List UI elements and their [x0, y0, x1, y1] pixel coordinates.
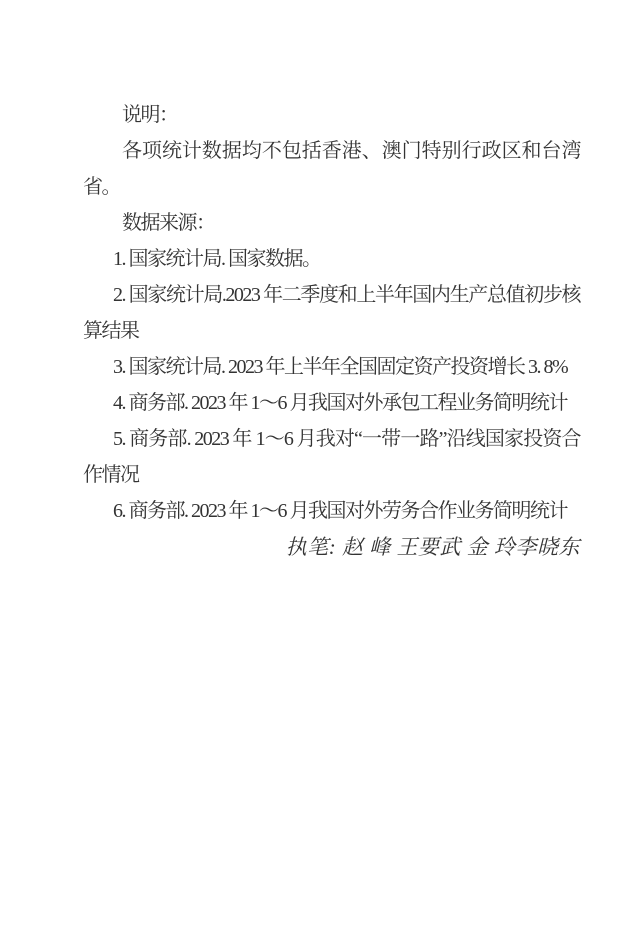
document-page: [83, 97, 580, 565]
author-signature: 执笔: 赵 峰 王要武 金 玲李晓东: [285, 535, 580, 559]
notes-heading: 说明：: [122, 104, 178, 126]
source-item-2: 2. 国家统计局.2023 年二季度和上半年国内生产总值初步核算结果: [83, 284, 580, 342]
source-item-6: 6. 商务部. 2023 年 1～6 月我国对外劳务合作业务简明统计: [113, 500, 567, 522]
sources-heading: 数据来源：: [122, 212, 215, 234]
notes-body: 各项统计数据均不包括香港、澳门特别行政区和台湾省。: [83, 140, 580, 198]
source-item-5: 5. 商务部. 2023 年 1～6 月我对“一带一路”沿线国家投资合作情况: [83, 428, 580, 486]
source-item-1: 1. 国家统计局. 国家数据。: [113, 248, 321, 270]
source-item-3: 3. 国家统计局. 2023 年上半年全国固定资产投资增长 3. 8%: [113, 356, 568, 378]
source-item-4: 4. 商务部. 2023 年 1～6 月我国对外承包工程业务简明统计: [113, 392, 567, 414]
